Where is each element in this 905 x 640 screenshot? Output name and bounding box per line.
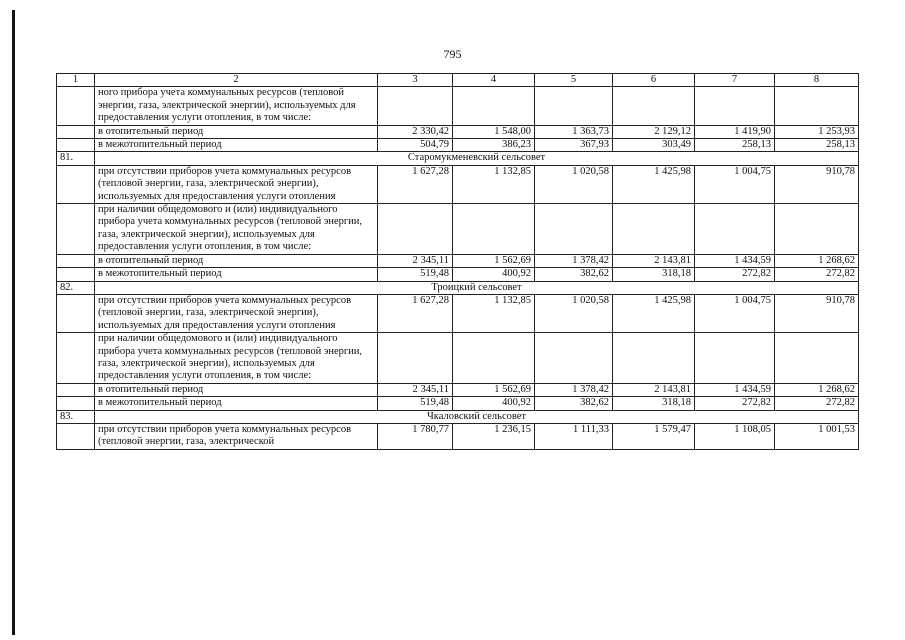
value-cell: 318,18	[613, 268, 695, 281]
value-cell: 2 143,81	[613, 254, 695, 267]
value-cell: 1 111,33	[535, 423, 613, 449]
empty-index-cell	[57, 254, 95, 267]
value-cell	[613, 87, 695, 125]
value-cell: 1 004,75	[695, 165, 775, 203]
value-cell: 1 132,85	[453, 165, 535, 203]
value-cell: 1 627,28	[378, 165, 453, 203]
value-cell	[453, 333, 535, 384]
value-cell: 1 780,77	[378, 423, 453, 449]
header-cell: 3	[378, 74, 453, 87]
value-cell: 1 548,00	[453, 125, 535, 138]
value-cell: 367,93	[535, 139, 613, 152]
value-cell: 258,13	[775, 139, 859, 152]
empty-index-cell	[57, 204, 95, 255]
empty-index-cell	[57, 397, 95, 410]
value-cell	[695, 204, 775, 255]
row-label: в межотопительный период	[95, 139, 378, 152]
header-cell: 2	[95, 74, 378, 87]
value-cell	[775, 204, 859, 255]
value-cell	[378, 87, 453, 125]
value-cell: 1 108,05	[695, 423, 775, 449]
value-cell: 519,48	[378, 397, 453, 410]
value-cell: 382,62	[535, 268, 613, 281]
value-cell: 1 562,69	[453, 383, 535, 396]
value-cell	[378, 333, 453, 384]
value-cell	[613, 204, 695, 255]
header-cell: 8	[775, 74, 859, 87]
value-cell: 1 378,42	[535, 383, 613, 396]
value-cell: 2 345,11	[378, 383, 453, 396]
value-cell: 318,18	[613, 397, 695, 410]
empty-index-cell	[57, 268, 95, 281]
row-label: в отопительный период	[95, 254, 378, 267]
row-label: при наличии общедомового и (или) индивидуального прибора учета коммунальных ресурсов (тепловой энергии, газа, электрической энергии), используемых для предоставления услуги отопления, в том числе:	[95, 333, 378, 384]
row-label: при наличии общедомового и (или) индивидуального прибора учета коммунальных ресурсов (тепловой энергии, газа, электрической энергии), используемых для предоставления услуги отопления, в том числе:	[95, 204, 378, 255]
value-cell: 1 419,90	[695, 125, 775, 138]
table-row	[57, 254, 859, 267]
table-row	[57, 87, 859, 125]
value-cell: 910,78	[775, 294, 859, 332]
value-cell: 2 345,11	[378, 254, 453, 267]
value-cell	[535, 87, 613, 125]
table-row	[57, 204, 859, 255]
section-title: Чкаловский сельсовет	[95, 410, 859, 423]
value-cell: 1 425,98	[613, 294, 695, 332]
empty-index-cell	[57, 125, 95, 138]
value-cell: 1 253,93	[775, 125, 859, 138]
value-cell: 382,62	[535, 397, 613, 410]
table-row	[57, 333, 859, 384]
value-cell: 1 627,28	[378, 294, 453, 332]
section-index: 81.	[57, 152, 95, 165]
table-row	[57, 383, 859, 396]
value-cell: 1 268,62	[775, 383, 859, 396]
section-row	[57, 152, 859, 165]
value-cell: 272,82	[695, 397, 775, 410]
header-cell: 1	[57, 74, 95, 87]
value-cell: 2 143,81	[613, 383, 695, 396]
value-cell: 1 004,75	[695, 294, 775, 332]
value-cell	[775, 87, 859, 125]
value-cell: 519,48	[378, 268, 453, 281]
page-margin-line	[12, 10, 15, 635]
value-cell	[378, 204, 453, 255]
empty-index-cell	[57, 423, 95, 449]
value-cell	[535, 333, 613, 384]
section-index: 83.	[57, 410, 95, 423]
value-cell	[695, 333, 775, 384]
value-cell	[535, 204, 613, 255]
section-index: 82.	[57, 281, 95, 294]
empty-index-cell	[57, 165, 95, 203]
empty-index-cell	[57, 87, 95, 125]
value-cell: 910,78	[775, 165, 859, 203]
header-cell: 5	[535, 74, 613, 87]
table-row	[57, 397, 859, 410]
value-cell: 1 378,42	[535, 254, 613, 267]
value-cell: 1 434,59	[695, 383, 775, 396]
empty-index-cell	[57, 383, 95, 396]
value-cell: 1 132,85	[453, 294, 535, 332]
table-row	[57, 125, 859, 138]
table-header-row	[57, 74, 859, 87]
value-cell	[695, 87, 775, 125]
value-cell: 400,92	[453, 397, 535, 410]
value-cell	[613, 333, 695, 384]
section-title: Старомукменевский сельсовет	[95, 152, 859, 165]
value-cell: 272,82	[695, 268, 775, 281]
section-title: Троицкий сельсовет	[95, 281, 859, 294]
value-cell: 1 425,98	[613, 165, 695, 203]
table-row	[57, 294, 859, 332]
value-cell: 303,49	[613, 139, 695, 152]
value-cell	[775, 333, 859, 384]
value-cell: 386,23	[453, 139, 535, 152]
table-row	[57, 139, 859, 152]
value-cell	[453, 87, 535, 125]
header-cell: 4	[453, 74, 535, 87]
value-cell: 1 020,58	[535, 294, 613, 332]
row-label: в отопительный период	[95, 125, 378, 138]
page-number: 795	[443, 47, 462, 61]
tariff-table	[56, 73, 859, 450]
header-cell: 7	[695, 74, 775, 87]
value-cell: 400,92	[453, 268, 535, 281]
row-label: при отсутствии приборов учета коммунальных ресурсов (тепловой энергии, газа, электрической энергии), используемых для предоставления услуги отопления	[95, 165, 378, 203]
empty-index-cell	[57, 333, 95, 384]
value-cell	[453, 204, 535, 255]
value-cell: 1 562,69	[453, 254, 535, 267]
row-label: при отсутствии приборов учета коммунальных ресурсов (тепловой энергии, газа, электрической энергии), используемых для предоставления услуги отопления	[95, 294, 378, 332]
section-row	[57, 281, 859, 294]
table-row	[57, 423, 859, 449]
value-cell: 2 330,42	[378, 125, 453, 138]
row-label: в межотопительный период	[95, 397, 378, 410]
table-row	[57, 268, 859, 281]
value-cell: 1 236,15	[453, 423, 535, 449]
value-cell: 1 434,59	[695, 254, 775, 267]
value-cell: 504,79	[378, 139, 453, 152]
value-cell: 1 579,47	[613, 423, 695, 449]
value-cell: 258,13	[695, 139, 775, 152]
row-label: в межотопительный период	[95, 268, 378, 281]
value-cell: 1 363,73	[535, 125, 613, 138]
empty-index-cell	[57, 294, 95, 332]
value-cell: 1 268,62	[775, 254, 859, 267]
row-label: ного прибора учета коммунальных ресурсов (тепловой энергии, газа, электрической энергии), используемых для предоставления услуги отопления, в том числе:	[95, 87, 378, 125]
header-cell: 6	[613, 74, 695, 87]
empty-index-cell	[57, 139, 95, 152]
value-cell: 2 129,12	[613, 125, 695, 138]
row-label: при отсутствии приборов учета коммунальных ресурсов (тепловой энергии, газа, электрической	[95, 423, 378, 449]
value-cell: 272,82	[775, 397, 859, 410]
value-cell: 1 020,58	[535, 165, 613, 203]
table-row	[57, 165, 859, 203]
value-cell: 1 001,53	[775, 423, 859, 449]
section-row	[57, 410, 859, 423]
value-cell: 272,82	[775, 268, 859, 281]
row-label: в отопительный период	[95, 383, 378, 396]
